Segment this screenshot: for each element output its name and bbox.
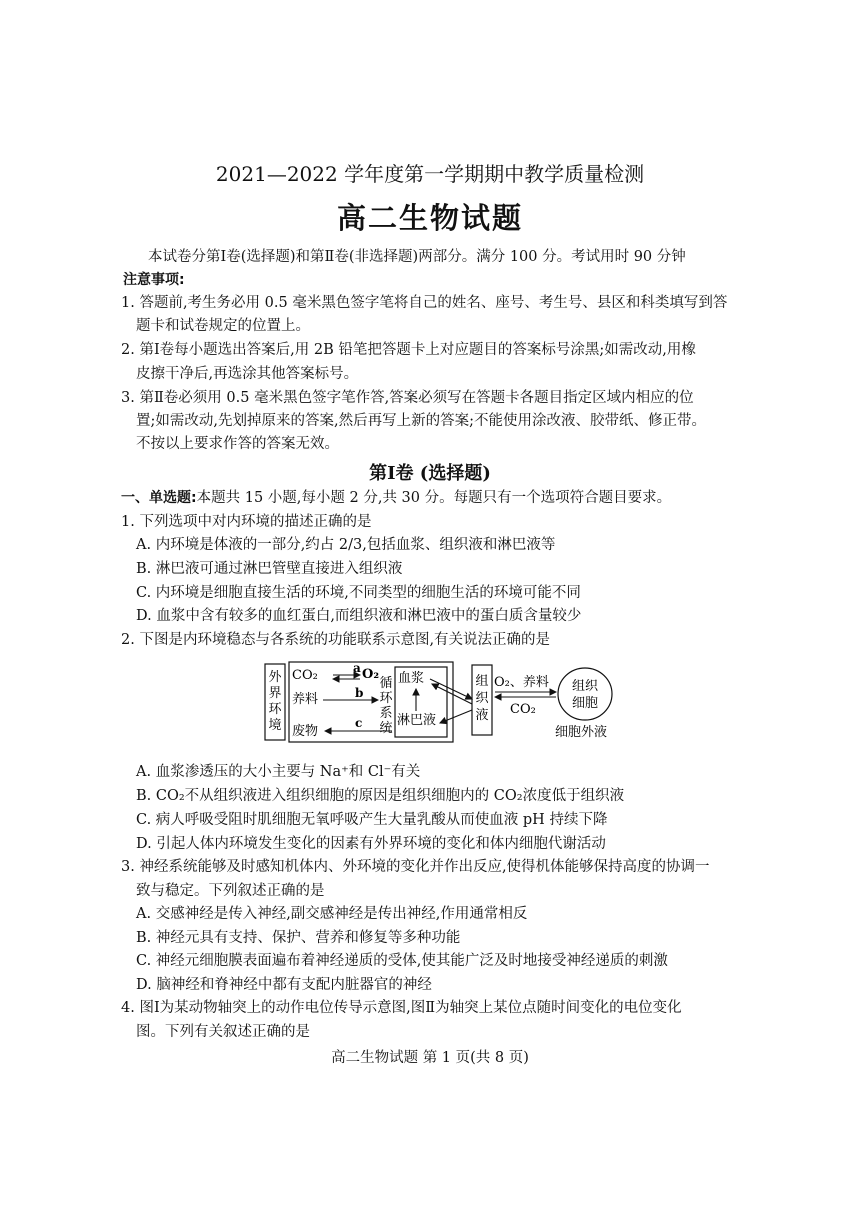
question-4-stem-line-2: 图。下列有关叙述正确的是 [136, 1024, 310, 1040]
homeostasis-diagram [0, 657, 860, 747]
notice-item-1-line-2: 题卡和试卷规定的位置上。 [136, 318, 310, 334]
question-2-option-a: A. 血浆渗透压的大小主要与 Na⁺和 Cl⁻有关 [136, 764, 421, 780]
o2-nutrients-label: O₂、养料 [494, 675, 549, 690]
tissue-fluid-char-2: 织 [475, 691, 489, 706]
notice-item-1-line-1: 1. 答题前,考生务必用 0.5 毫米黑色签字笔将自己的姓名、座号、考生号、县区和科类填写到答 [121, 295, 728, 311]
outer-env-char-3: 环 [268, 702, 282, 717]
tissue-to-plasma-arrow [432, 684, 472, 704]
question-2-option-c: C. 病人呼吸受阻时肌细胞无氧呼吸产生大量乳酸从而使血液 pH 持续下降 [136, 812, 608, 828]
question-2-option-b: B. CO₂不从组织液进入组织细胞的原因是组织细胞内的 CO₂浓度低于组织液 [136, 788, 625, 804]
co2-right-label: CO₂ [510, 702, 536, 717]
notice-item-3-line-3: 不按以上要求作答的答案无效。 [136, 436, 339, 452]
waste-label: 废物 [292, 724, 319, 739]
arrow-c-label: c [355, 716, 363, 730]
question-1-option-d: D. 血浆中含有较多的血红蛋白,而组织液和淋巴液中的蛋白质含量较少 [136, 608, 582, 624]
circ-char-3: 系 [379, 706, 393, 721]
tissue-cell-circle [558, 668, 612, 720]
o2-label: O₂ [362, 667, 380, 682]
question-4-stem-line-1: 4. 图Ⅰ为某动物轴突上的动作电位传导示意图,图Ⅱ为轴突上某位点随时间变化的电位变化 [121, 1000, 682, 1016]
question-2-option-d: D. 引起人体内环境发生变化的因素有外界环境的变化和体内细胞代谢活动 [136, 836, 606, 852]
plasma-label: 血浆 [398, 671, 425, 686]
section-desc-text: 本题共 15 小题,每小题 2 分,共 30 分。每题只有一个选项符合题目要求。 [196, 490, 672, 506]
section-title: 第Ⅰ卷 (选择题) [369, 463, 491, 484]
question-1-option-c: C. 内环境是细胞直接生活的环境,不同类型的细胞生活的环境可能不同 [136, 585, 581, 601]
question-1-option-b: B. 淋巴液可通过淋巴管壁直接进入组织液 [136, 561, 403, 577]
notice-item-2-line-2: 皮擦干净后,再选涂其他答案标号。 [136, 366, 359, 382]
question-3-option-a: A. 交感神经是传入神经,副交感神经是传出神经,作用通常相反 [136, 906, 528, 922]
tissue-cell-line-2: 细胞 [571, 696, 599, 711]
co2-label: CO₂ [292, 668, 318, 683]
outer-env-char-4: 境 [268, 718, 282, 733]
question-3-option-c: C. 神经元细胞膜表面遍布着神经递质的受体,使其能广泛及时地接受神经递质的刺激 [136, 953, 668, 969]
question-1-stem: 1. 下列选项中对内环境的描述正确的是 [121, 514, 372, 530]
tissue-fluid-char-3: 液 [475, 708, 489, 723]
circ-char-4: 统 [379, 721, 393, 736]
outer-env-char-1: 外 [268, 670, 282, 685]
exam-title: 2021—2022 学年度第一学期期中教学质量检测 [215, 162, 645, 186]
question-1-option-a: A. 内环境是体液的一部分,约占 2/3,包括血浆、组织液和淋巴液等 [136, 537, 556, 553]
question-3-option-d: D. 脑神经和脊神经中都有支配内脏器官的神经 [136, 977, 432, 993]
circ-char-1: 循 [379, 676, 393, 691]
tissue-fluid-char-1: 组 [475, 674, 489, 689]
notice-item-3-line-2: 置;如需改动,先划掉原来的答案,然后再写上新的答案;不能使用涂改液、胶带纸、修正带。 [136, 413, 706, 429]
circ-char-2: 环 [379, 691, 393, 706]
notice-heading: 注意事项: [123, 272, 185, 288]
arrow-a-label: a [353, 661, 361, 675]
question-2-stem: 2. 下图是内环境稳态与各系统的功能联系示意图,有关说法正确的是 [121, 632, 551, 648]
nutrients-label: 养料 [292, 692, 319, 707]
plasma-to-tissue-arrow [430, 679, 472, 699]
question-3-option-b: B. 神经元具有支持、保护、营养和修复等多种功能 [136, 930, 461, 946]
intro-text: 本试卷分第Ⅰ卷(选择题)和第Ⅱ卷(非选择题)两部分。满分 100 分。考试用时 90 分钟 [148, 249, 686, 265]
subject-title: 高二生物试题 [336, 201, 523, 235]
tissue-to-lymph-arrow [440, 710, 472, 723]
tissue-cell-line-1: 组织 [571, 679, 599, 694]
page-footer: 高二生物试题 第 1 页(共 8 页) [331, 1050, 529, 1066]
section-desc [121, 488, 671, 508]
arrow-b-label: b [355, 686, 364, 700]
question-3-stem-line-2: 致与稳定。下列叙述正确的是 [136, 883, 325, 899]
lymph-label: 淋巴液 [397, 713, 437, 728]
notice-item-3-line-1: 3. 第Ⅱ卷必须用 0.5 毫米黑色签字笔作答,答案必须写在答题卡各题目指定区域内相应的位 [121, 390, 694, 406]
notice-item-2-line-1: 2. 第Ⅰ卷每小题选出答案后,用 2B 铅笔把答题卡上对应题目的答案标号涂黑;如需改动,用橡 [121, 342, 696, 358]
question-3-stem-line-1: 3. 神经系统能够及时感知机体内、外环境的变化并作出反应,使得机体能够保持高度的协调一 [121, 859, 710, 875]
extracellular-fluid-label: 细胞外液 [555, 725, 608, 740]
section-desc-label: 一、单选题: [121, 490, 197, 506]
outer-env-char-2: 界 [268, 686, 282, 701]
